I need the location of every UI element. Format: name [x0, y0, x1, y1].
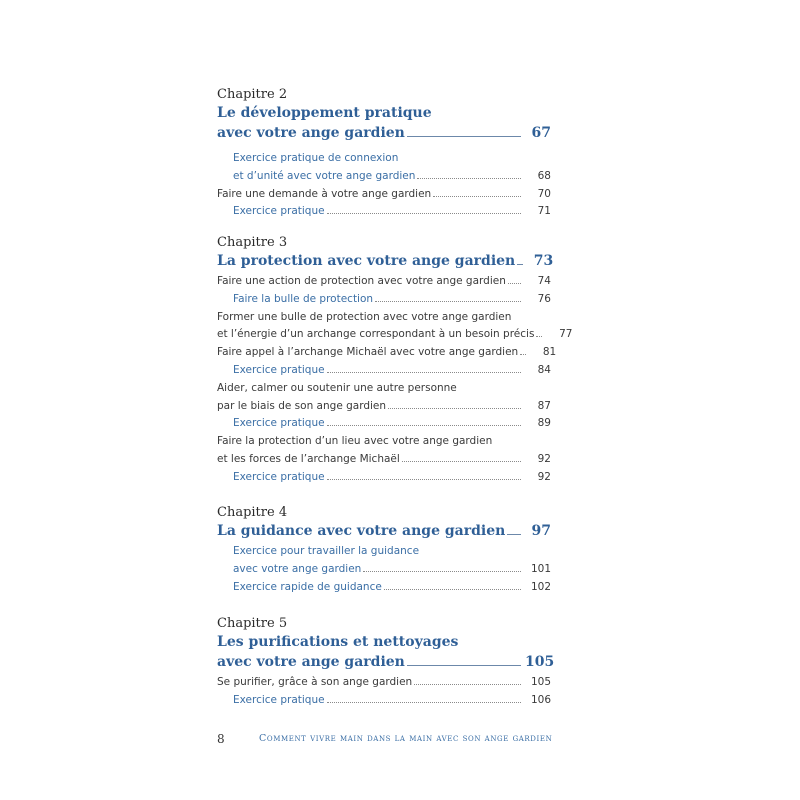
entry-text-line: Exercice pratique de connexion [233, 152, 399, 164]
entry-page-number: 92 [537, 470, 551, 483]
chapter-label: Chapitre 2 [217, 87, 288, 102]
toc-entry[interactable] [217, 186, 551, 204]
entry-page-number: 76 [537, 292, 551, 305]
toc-entry[interactable] [217, 692, 551, 710]
entry-page-number: 84 [537, 363, 551, 376]
leader-dots [327, 213, 521, 214]
toc-entry[interactable] [217, 469, 551, 487]
page-footer [217, 731, 553, 747]
entry-page-number: 106 [530, 693, 551, 706]
toc-entry[interactable] [217, 380, 551, 416]
entry-text: Exercice pratique [233, 470, 325, 483]
leader-dots [520, 354, 526, 355]
leader-dots [327, 425, 521, 426]
chapter-4-section [217, 504, 551, 596]
chapter-title-row[interactable] [217, 521, 551, 541]
chapter-label: Chapitre 4 [217, 505, 288, 520]
toc-entry[interactable] [217, 291, 551, 309]
entry-text: Faire une demande à votre ange gardien [217, 187, 432, 200]
chapter-title-row[interactable] [217, 251, 554, 271]
entry-page-number: 77 [559, 328, 573, 341]
toc-entry[interactable] [217, 543, 551, 579]
toc-entry[interactable] [217, 309, 573, 345]
entry-text: Exercice pratique [233, 417, 325, 430]
toc-entry[interactable] [217, 273, 551, 291]
entry-text-line: Exercice pour travailler la guidance [233, 545, 420, 557]
entry-page-number: 70 [537, 187, 551, 200]
chapter-title-text: La protection avec votre ange gardien [217, 253, 516, 269]
entry-page-number: 87 [537, 399, 551, 412]
entry-text: Exercice rapide de guidance [233, 580, 382, 593]
chapter-page-number: 67 [531, 125, 551, 141]
leader-dots [414, 684, 521, 685]
chapter-2-section [217, 86, 551, 221]
entry-text: Faire une action de protection avec votre ange gardien [217, 275, 506, 287]
toc-entry[interactable] [217, 362, 551, 380]
chapter-title-line: Le développement pratique [217, 105, 432, 121]
footer-page-number: 8 [217, 732, 225, 746]
chapter-title-line: Les purifications et nettoyages [217, 634, 459, 650]
toc-entry[interactable] [217, 579, 551, 597]
entry-text: par le biais de son ange gardien [217, 399, 387, 412]
chapter-title-text: avec votre ange gardien [217, 654, 405, 670]
leader-dots [388, 408, 521, 409]
entry-text: et les forces de l’archange Michaël [217, 452, 400, 465]
entry-text: Exercice pratique [233, 363, 325, 376]
leader-dots [375, 301, 521, 302]
entry-text: Faire appel à l’archange Michaël avec votre ange gardien [217, 346, 519, 359]
toc-entry[interactable] [217, 344, 557, 362]
leader-dots [327, 479, 521, 480]
entry-page-number: 102 [530, 580, 551, 593]
chapter-label: Chapitre 5 [217, 616, 288, 631]
leader-dots [327, 702, 521, 703]
entry-page-number: 89 [537, 417, 551, 430]
leader-dots [363, 571, 521, 572]
entry-text: Exercice pratique [233, 205, 325, 218]
entry-text-line: Former une bulle de protection avec votre ange gardien [217, 310, 512, 323]
chapter-page-number: 73 [533, 253, 554, 269]
toc-entry[interactable] [217, 674, 551, 692]
leader-line [517, 264, 523, 265]
entry-page-number: 92 [537, 452, 551, 465]
leader-dots [384, 589, 521, 590]
running-title: Comment vivre main dans la main avec son ange gardien [259, 733, 553, 744]
entry-page-number: 105 [530, 676, 551, 688]
leader-line [507, 534, 521, 535]
chapter-title-text: La guidance avec votre ange gardien [217, 523, 506, 539]
entry-page-number: 81 [542, 346, 557, 359]
entry-text-line: Faire la protection d’un lieu avec votre ange gardien [217, 435, 493, 448]
chapter-5-section [217, 615, 555, 710]
entry-text: et d’unité avec votre ange gardien [233, 169, 416, 182]
entry-page-number: 101 [530, 562, 551, 575]
leader-dots [327, 372, 521, 373]
leader-dots [508, 283, 521, 284]
chapter-title-row[interactable] [217, 123, 551, 143]
entry-page-number: 68 [537, 169, 551, 182]
entry-text: et l’énergie d’un archange correspondant à un besoin précis [217, 328, 535, 341]
leader-dots [417, 178, 521, 179]
chapter-label: Chapitre 3 [217, 235, 288, 250]
entry-page-number: 71 [537, 205, 551, 218]
chapter-3-section [217, 234, 573, 487]
chapter-title-text: avec votre ange gardien [217, 125, 405, 141]
entry-text: Exercice pratique [233, 693, 325, 706]
leader-line [407, 136, 521, 137]
entry-text-line: Aider, calmer ou soutenir une autre personne [217, 381, 457, 394]
leader-line [407, 665, 521, 666]
leader-dots [536, 336, 542, 337]
leader-dots [433, 196, 521, 197]
toc-entry[interactable] [217, 415, 551, 433]
toc-entry[interactable] [217, 433, 551, 469]
leader-dots [402, 461, 521, 462]
toc-entry[interactable] [217, 203, 551, 221]
chapter-title-row[interactable] [217, 652, 555, 672]
chapter-page-number: 105 [525, 654, 555, 670]
chapter-page-number: 97 [531, 523, 551, 539]
entry-text: Se purifier, grâce à son ange gardien [217, 676, 413, 688]
entry-text: Faire la bulle de protection [233, 292, 374, 305]
toc-entry[interactable] [217, 150, 551, 186]
entry-text: avec votre ange gardien [233, 562, 362, 575]
entry-page-number: 74 [537, 275, 551, 287]
